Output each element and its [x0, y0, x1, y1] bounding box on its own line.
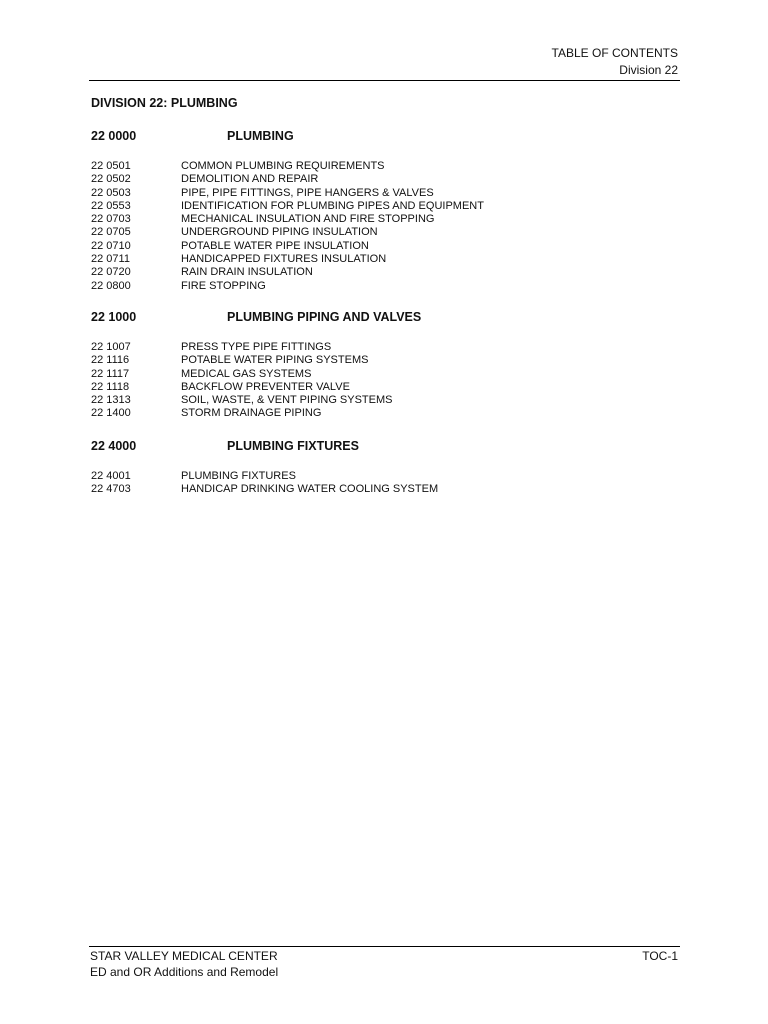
section-heading [91, 439, 681, 463]
section-22-0000 [91, 129, 681, 293]
section-title: PLUMBING PIPING AND VALVES [227, 310, 422, 324]
toc-entry [91, 470, 681, 483]
page-footer [89, 946, 680, 983]
section-number: 22 1000 [91, 310, 137, 324]
toc-entry [91, 341, 681, 354]
header-division-label: Division 22 [619, 63, 678, 77]
section-items [91, 341, 681, 421]
entry-title: UNDERGROUND PIPING INSULATION [181, 226, 378, 239]
entry-code: 22 0703 [91, 213, 131, 226]
toc-entry [91, 381, 681, 394]
section-items [91, 470, 681, 497]
entry-code: 22 0705 [91, 226, 131, 239]
entry-code: 22 0503 [91, 186, 131, 199]
toc-entry [91, 407, 681, 420]
entry-code: 22 1313 [91, 394, 131, 407]
entry-code: 22 0553 [91, 199, 131, 212]
toc-entry [91, 394, 681, 407]
section-title: PLUMBING [227, 129, 294, 143]
entry-code: 22 1400 [91, 407, 131, 420]
toc-entry [91, 173, 681, 186]
entry-title: POTABLE WATER PIPING SYSTEMS [181, 354, 369, 367]
entry-code: 22 0800 [91, 279, 131, 292]
toc-entry [91, 187, 681, 200]
entry-code: 22 0501 [91, 160, 131, 172]
section-number: 22 0000 [91, 129, 137, 143]
entry-code: 22 0720 [91, 266, 131, 279]
entry-code: 22 0711 [91, 253, 130, 266]
entry-code: 22 4001 [91, 470, 131, 482]
section-number: 22 4000 [91, 439, 137, 453]
toc-entry [91, 368, 681, 381]
toc-entry [91, 240, 681, 253]
toc-entry [91, 483, 681, 496]
toc-entry [91, 280, 681, 293]
section-title: PLUMBING FIXTURES [227, 439, 359, 453]
entry-title: PRESS TYPE PIPE FITTINGS [181, 341, 332, 353]
entry-title: DEMOLITION AND REPAIR [181, 173, 319, 186]
entry-code: 22 1117 [91, 367, 130, 380]
toc-entry [91, 226, 681, 239]
entry-title: IDENTIFICATION FOR PLUMBING PIPES AND EQUIPMENT [181, 199, 484, 212]
entry-title: PIPE, PIPE FITTINGS, PIPE HANGERS & VALVES [181, 186, 434, 199]
division-title: DIVISION 22: PLUMBING [91, 96, 238, 110]
entry-title: HANDICAPPED FIXTURES INSULATION [181, 253, 387, 266]
section-items [91, 160, 681, 293]
toc-entry [91, 253, 681, 266]
entry-code: 22 0710 [91, 239, 131, 252]
toc-entry [91, 213, 681, 226]
entry-title: MEDICAL GAS SYSTEMS [181, 367, 312, 380]
section-22-4000 [91, 439, 681, 497]
entry-title: BACKFLOW PREVENTER VALVE [181, 380, 350, 393]
entry-title: STORM DRAINAGE PIPING [181, 407, 322, 420]
entry-title: POTABLE WATER PIPE INSULATION [181, 239, 369, 252]
section-22-1000 [91, 310, 681, 421]
entry-title: COMMON PLUMBING REQUIREMENTS [181, 160, 385, 172]
section-heading [91, 310, 681, 334]
entry-title: HANDICAP DRINKING WATER COOLING SYSTEM [181, 483, 439, 496]
entry-title: FIRE STOPPING [181, 279, 266, 292]
header-toc-label: TABLE OF CONTENTS [551, 46, 678, 60]
toc-entry [91, 266, 681, 279]
entry-title: PLUMBING FIXTURES [181, 470, 296, 482]
footer-project-name: ED and OR Additions and Remodel [90, 965, 279, 979]
footer-facility-name: STAR VALLEY MEDICAL CENTER [90, 949, 278, 963]
entry-title: MECHANICAL INSULATION AND FIRE STOPPING [181, 213, 435, 226]
entry-title: SOIL, WASTE, & VENT PIPING SYSTEMS [181, 394, 393, 407]
entry-code: 22 4703 [91, 483, 131, 496]
page-header [89, 44, 680, 81]
toc-entry [91, 354, 681, 367]
entry-code: 22 1116 [91, 354, 130, 367]
section-heading [91, 129, 681, 153]
entry-code: 22 0502 [91, 173, 131, 186]
page-number: TOC-1 [642, 949, 678, 963]
toc-entry [91, 200, 681, 213]
entry-code: 22 1118 [91, 380, 130, 393]
toc-entry [91, 160, 681, 173]
entry-code: 22 1007 [91, 341, 131, 353]
entry-title: RAIN DRAIN INSULATION [181, 266, 313, 279]
